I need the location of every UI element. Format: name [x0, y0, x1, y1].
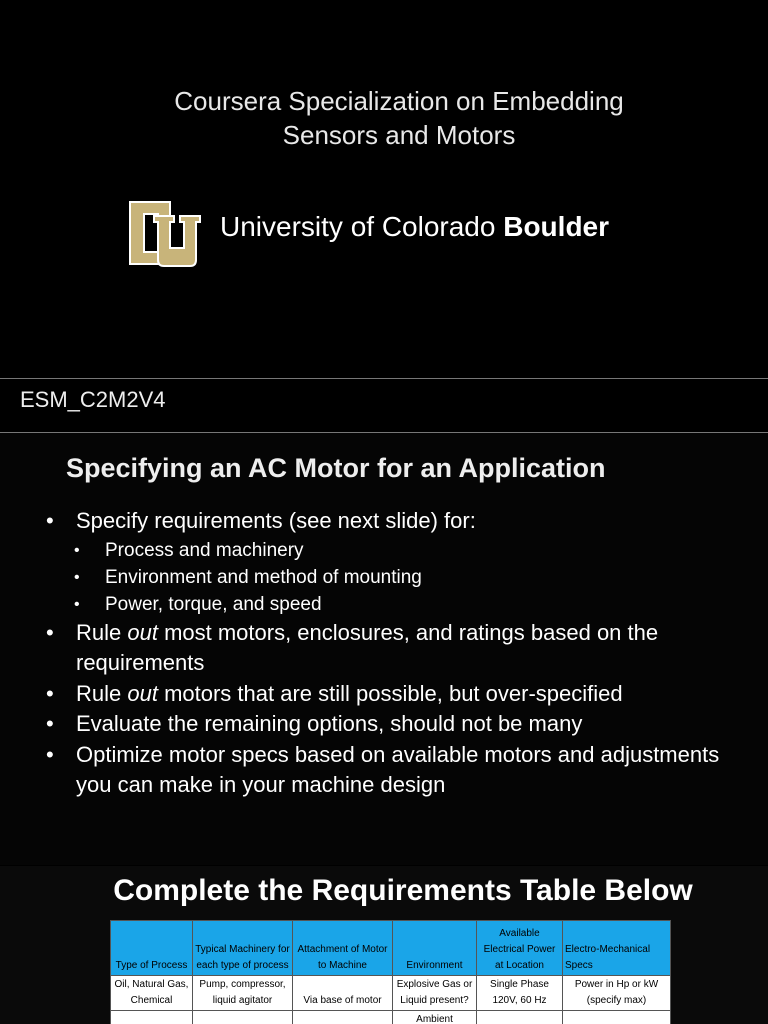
bullet-dot-icon: •	[46, 508, 54, 533]
bullet-item	[46, 679, 746, 710]
bullet-text: Environment and method of mounting	[105, 566, 422, 588]
bullet-text: Process and machinery	[105, 539, 304, 561]
bullet-text: motors that are still possible, but over-specified	[157, 680, 623, 706]
title-slide	[0, 0, 768, 378]
lecture-code: ESM_C2M2V4	[20, 387, 166, 412]
code-slide	[0, 379, 768, 431]
bullet-dot-icon: •	[46, 619, 54, 645]
table-cell	[477, 1011, 563, 1024]
bullet-dot-icon: •	[74, 595, 80, 613]
table-cell: Ambient	[393, 1011, 477, 1024]
sub-bullet-item	[46, 591, 746, 618]
bullet-dot-icon: •	[46, 680, 54, 706]
table-cell: Single Phase 120V, 60 Hz	[477, 976, 563, 1011]
column-header: Type of Process	[111, 921, 193, 976]
table-cell	[193, 1011, 293, 1024]
course-title	[0, 84, 768, 152]
university-name	[220, 211, 609, 243]
bullet-item	[46, 618, 746, 679]
course-title-line-2: Sensors and Motors	[282, 120, 516, 150]
column-header: Environment	[393, 921, 477, 976]
bullet-text: most motors, enclosures, and ratings based on the requirements	[76, 619, 659, 675]
table-cell	[563, 1011, 671, 1024]
bullet-text: Evaluate the remaining options, should not be many	[76, 711, 583, 736]
content-slide	[0, 433, 768, 865]
bullet-dot-icon: •	[74, 568, 80, 586]
bullet-text: Rule	[76, 680, 128, 706]
bullet-item	[46, 709, 746, 740]
table-cell	[111, 1011, 193, 1024]
table-cell: Pump, compressor, liquid agitator	[193, 976, 293, 1011]
table-cell: Oil, Natural Gas, Chemical	[111, 976, 193, 1011]
bullet-text: Rule	[76, 619, 128, 645]
bullet-dot-icon: •	[46, 711, 54, 736]
table-slide	[0, 866, 768, 1024]
bullet-dot-icon: •	[74, 541, 80, 559]
table-row	[111, 976, 671, 1011]
bullet-text: Optimize motor specs based on available motors and adjustments you can make in your machine design	[76, 741, 720, 797]
table-row	[111, 1011, 671, 1024]
bullet-item	[46, 506, 746, 537]
table-cell	[293, 1011, 393, 1024]
column-header: Attachment of Motor to Machine	[293, 921, 393, 976]
university-name-bold: Boulder	[503, 211, 610, 242]
slide-title: Specifying an AC Motor for an Application	[66, 453, 606, 483]
column-header: Available Electrical Power at Location	[477, 921, 563, 976]
sub-bullet-item	[46, 537, 746, 564]
course-title-line-1: Coursera Specialization on Embedding	[174, 86, 624, 116]
requirements-table	[110, 920, 671, 1024]
bullet-emphasis: out	[127, 619, 158, 645]
cu-logo-icon	[126, 196, 204, 270]
column-header: Electro-Mechanical Specs	[563, 921, 671, 976]
column-header: Typical Machinery for each type of process	[193, 921, 293, 976]
bullet-dot-icon: •	[46, 741, 54, 767]
table-cell: Explosive Gas or Liquid present?	[393, 976, 477, 1011]
bullet-text: Power, torque, and speed	[105, 593, 322, 615]
table-cell: Power in Hp or kW (specify max)	[563, 976, 671, 1011]
table-header-row	[111, 921, 671, 976]
table-cell: Via base of motor	[293, 976, 393, 1011]
bullet-item	[46, 740, 746, 801]
bullet-text: Specify requirements (see next slide) for:	[76, 508, 476, 533]
bullet-list	[46, 506, 746, 801]
university-name-prefix: University of Colorado	[220, 211, 504, 242]
bullet-emphasis: out	[127, 680, 158, 706]
slide-title: Complete the Requirements Table Below	[113, 874, 693, 907]
sub-bullet-item	[46, 564, 746, 591]
